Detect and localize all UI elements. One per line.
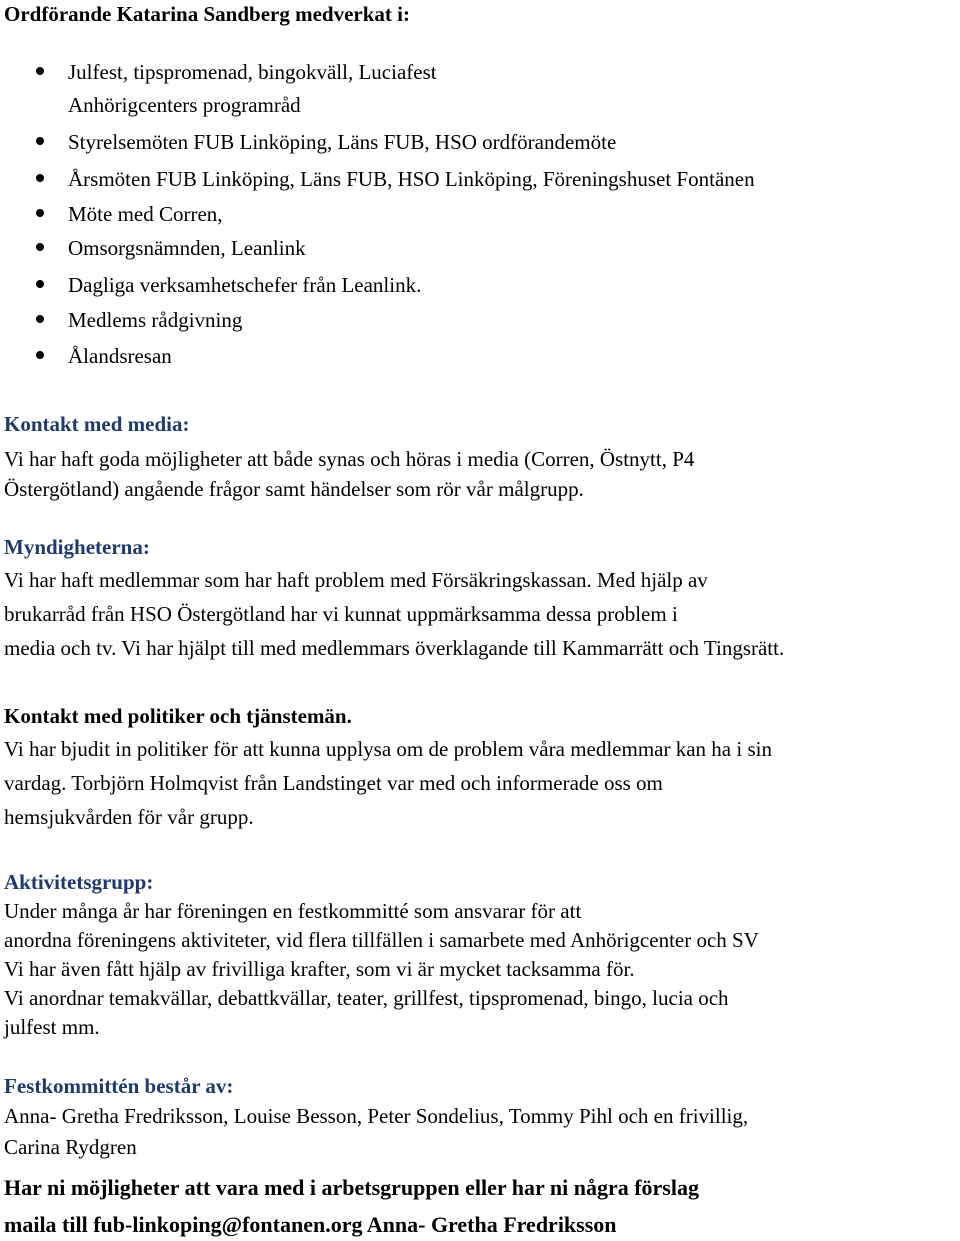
paragraph-line: Vi anordnar temakvällar, debattkvällar, teater, grillfest, tipspromenad, bingo, lucia och: [4, 986, 729, 1010]
section-heading: Festkommittén består av:: [4, 1074, 234, 1098]
paragraph-line: Anna- Gretha Fredriksson, Louise Besson, Peter Sondelius, Tommy Pihl och en frivillig,: [4, 1104, 749, 1128]
paragraph-line: Vi har bjudit in politiker för att kunna upplysa om de problem våra medlemmar kan ha i sin: [4, 737, 772, 761]
paragraph-line: hemsjukvården för vår grupp.: [4, 805, 254, 829]
list-item: Medlems rådgivning: [68, 308, 243, 332]
paragraph-line: media och tv. Vi har hjälpt till med medlemmars överklagande till Kammarrätt och Tingsrätt.: [4, 636, 785, 660]
paragraph-line: anordna föreningens aktiviteter, vid flera tillfällen i samarbete med Anhörigcenter och SV: [4, 928, 759, 952]
section-heading: Myndigheterna:: [4, 535, 150, 559]
paragraph-line: Vi har haft medlemmar som har haft problem med Försäkringskassan. Med hjälp av: [4, 568, 708, 592]
list-item: Styrelsemöten FUB Linköping, Läns FUB, HSO ordförandemöte: [68, 130, 617, 154]
paragraph-line: Vi har haft goda möjligheter att både synas och höras i media (Corren, Östnytt, P4: [4, 447, 695, 471]
bullet-icon: [36, 243, 44, 251]
bullet-icon: [36, 315, 44, 323]
paragraph-line: Östergötland) angående frågor samt händelser som rör vår målgrupp.: [4, 477, 584, 501]
contact-line: maila till fub-linkoping@fontanen.org Anna- Gretha Fredriksson: [4, 1212, 617, 1237]
paragraph-line: brukarråd från HSO Östergötland har vi kunnat uppmärksamma dessa problem i: [4, 602, 678, 626]
list-item: Anhörigcenters programråd: [68, 93, 301, 117]
list-item: Årsmöten FUB Linköping, Läns FUB, HSO Linköping, Föreningshuset Fontänen: [68, 167, 755, 191]
bullet-icon: [36, 67, 44, 75]
closing-question: Har ni möjligheter att vara med i arbetsgruppen eller har ni några förslag: [4, 1175, 699, 1200]
paragraph-line: vardag. Torbjörn Holmqvist från Landstinget var med och informerade oss om: [4, 771, 663, 795]
bullet-icon: [36, 351, 44, 359]
list-item: Dagliga verksamhetschefer från Leanlink.: [68, 273, 422, 297]
bullet-icon: [36, 209, 44, 217]
bullet-icon: [36, 137, 44, 145]
section-heading: Kontakt med media:: [4, 412, 190, 436]
page-title: Ordförande Katarina Sandberg medverkat i:: [4, 2, 410, 26]
list-item: Möte med Corren,: [68, 202, 223, 226]
list-item: Omsorgsnämnden, Leanlink: [68, 236, 306, 260]
section-heading: Aktivitetsgrupp:: [4, 870, 154, 894]
section-heading: Kontakt med politiker och tjänstemän.: [4, 704, 352, 728]
list-item: Ålandsresan: [68, 344, 172, 368]
bullet-icon: [36, 174, 44, 182]
paragraph-line: Carina Rydgren: [4, 1135, 137, 1159]
list-item: Julfest, tipspromenad, bingokväll, Luciafest: [68, 60, 437, 84]
bullet-icon: [36, 280, 44, 288]
paragraph-line: Vi har även fått hjälp av frivilliga krafter, som vi är mycket tacksamma för.: [4, 957, 635, 981]
paragraph-line: Under många år har föreningen en festkommitté som ansvarar för att: [4, 899, 582, 923]
paragraph-line: julfest mm.: [4, 1015, 100, 1039]
